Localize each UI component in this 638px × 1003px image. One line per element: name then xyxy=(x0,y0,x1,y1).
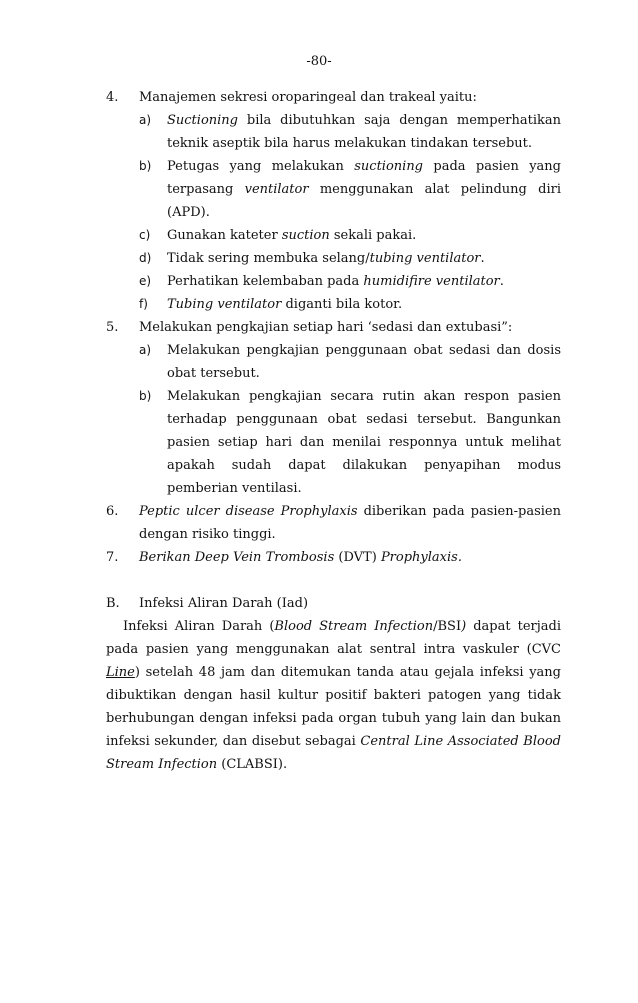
text-run: menggunakan alat pelindung diri (APD). xyxy=(167,182,562,220)
text-run: Petugas yang melakukan xyxy=(167,159,355,174)
text-run: Melakukan pengkajian penggunaan obat sedasi dan dosis obat tersebut. xyxy=(167,343,561,381)
sub-item xyxy=(106,155,561,224)
text-run: Melakukan pengkajian secara rutin akan respon pasien terhadap penggunaan obat sedasi tersebut. Bangunkan pasien setiap hari dan menilai responnya untuk melihat apakah sudah dapat dilakukan penyapihan modus pemberian ventilasi. xyxy=(167,389,561,496)
list-item-4 xyxy=(106,86,561,109)
sub-text xyxy=(167,251,485,266)
text-run: Gunakan kateter xyxy=(167,228,282,243)
text-run: Suctioning xyxy=(167,113,238,128)
text-run: Central Line Associated Blood Stream Infection xyxy=(106,734,561,772)
sub-letter: b) xyxy=(139,159,152,173)
text-run: (CLABSI). xyxy=(217,757,288,772)
text-run: Prophylaxis. xyxy=(380,550,462,565)
item-number: 7. xyxy=(106,550,119,565)
sub-text xyxy=(167,389,561,496)
page-number: -80- xyxy=(306,54,332,69)
sub-item xyxy=(106,224,561,247)
sub-text xyxy=(167,297,402,312)
item-text: Manajemen sekresi oroparingeal dan trakeal yaitu: xyxy=(139,90,477,105)
item-text xyxy=(139,504,561,542)
text-run: ventilator xyxy=(244,182,309,197)
sub-item xyxy=(106,109,561,155)
sub-letter: e) xyxy=(139,274,152,288)
text-run: Blood Stream Infection xyxy=(274,619,434,634)
list-item-7 xyxy=(106,546,561,569)
sub-item xyxy=(106,385,561,500)
item-number: 5. xyxy=(106,320,119,335)
sub-letter: c) xyxy=(139,228,151,242)
text-run: suction xyxy=(281,228,330,243)
sub-item xyxy=(106,293,561,316)
text-run: Tidak sering membuka selang/ xyxy=(167,251,370,266)
text-run: Peptic ulcer disease Prophylaxis xyxy=(139,504,358,519)
text-run: sekali pakai. xyxy=(329,228,417,243)
sub-letter: a) xyxy=(139,113,152,127)
item-number: 4. xyxy=(106,90,119,105)
sub-item xyxy=(106,247,561,270)
text-run: /BSI xyxy=(433,619,462,634)
text-run: Berikan Deep Vein Trombosis xyxy=(139,550,335,565)
section-title: Infeksi Aliran Darah (Iad) xyxy=(139,596,309,611)
text-run: Perhatikan kelembaban pada xyxy=(167,274,364,289)
text-run: dapat terjadi pada pasien yang menggunakan alat sentral intra vaskuler (CVC xyxy=(106,619,561,657)
text-run: pada pasien yang terpasang xyxy=(167,159,561,197)
sub-letter: b) xyxy=(139,389,152,403)
sub-item xyxy=(106,339,561,385)
page-content xyxy=(106,86,561,776)
section-b-heading xyxy=(106,592,561,615)
text-run: suctioning xyxy=(354,159,424,174)
section-b-paragraph xyxy=(106,615,561,776)
section-number: B. xyxy=(106,596,120,611)
text-run: (DVT) xyxy=(334,550,381,565)
text-run: humidifire ventilator xyxy=(363,274,500,289)
text-run: . xyxy=(499,274,504,289)
sub-text xyxy=(167,228,416,243)
text-run: tubing ventilator xyxy=(369,251,481,266)
list-item-5 xyxy=(106,316,561,339)
sub-text xyxy=(167,159,561,220)
text-run: diganti bila kotor. xyxy=(281,297,403,312)
text-run: diberikan pada pasien-pasien dengan risiko tinggi. xyxy=(139,504,561,542)
sub-letter: a) xyxy=(139,343,152,357)
sub-item xyxy=(106,270,561,293)
list-item-6 xyxy=(106,500,561,546)
sub-text xyxy=(167,343,561,381)
text-run: ) xyxy=(461,619,467,634)
item-text: Melakukan pengkajian setiap hari ‘sedasi dan extubasi”: xyxy=(139,320,513,335)
text-run: Infeksi Aliran Darah ( xyxy=(123,619,275,634)
sub-text xyxy=(167,113,561,151)
text-run: Tubing ventilator xyxy=(167,297,282,312)
sub-letter: f) xyxy=(139,297,148,311)
text-run: . xyxy=(480,251,485,266)
text-run: bila dibutuhkan saja dengan memperhatikan teknik aseptik bila harus melakukan tindakan tersebut. xyxy=(167,113,561,151)
sub-text xyxy=(167,274,504,289)
sub-letter: d) xyxy=(139,251,152,265)
text-run: Line xyxy=(106,665,135,680)
text-run: ) setelah 48 jam dan ditemukan tanda atau gejala infeksi yang dibuktikan dengan hasil kultur positif bakteri patogen yang tidak berhubungan dengan infeksi pada organ tubuh yang lain dan bukan infeksi sekunder, dan disebut sebagai xyxy=(106,665,561,749)
item-number: 6. xyxy=(106,504,119,519)
item-text xyxy=(139,550,462,565)
